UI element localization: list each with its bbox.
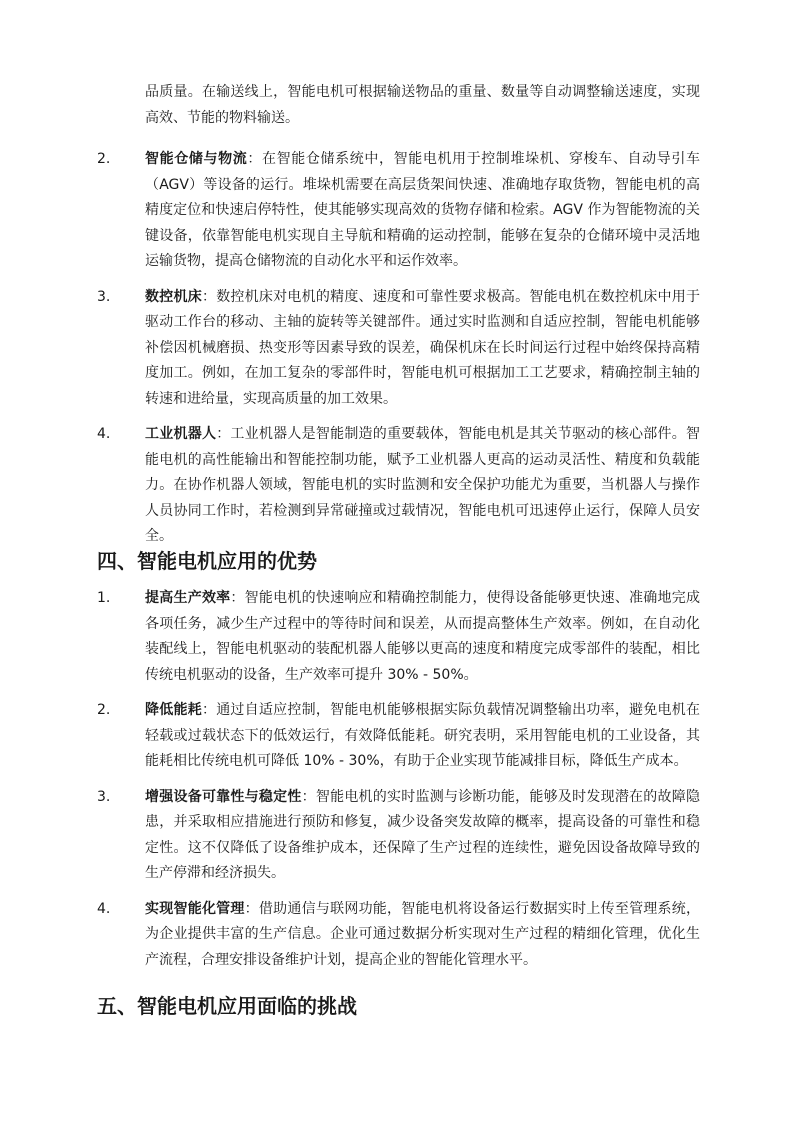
- item-number: 3.: [97, 788, 111, 805]
- item-title: 智能仓储与物流: [145, 151, 248, 167]
- item-number: 3.: [97, 288, 111, 305]
- item-title: 提高生产效率: [145, 590, 231, 606]
- item-title: 实现智能化管理: [145, 900, 245, 917]
- item-number: 4.: [97, 900, 111, 917]
- list-item: [0, 586, 794, 688]
- item-number: 2.: [97, 151, 111, 167]
- item-text: ：数控机床对电机的精度、速度和可靠性要求极高。智能电机在数控机床中用于驱动工作台的移动、主轴的旋转等关键部件。通过实时监测和自适应控制，智能电机能够补偿因机械磨损、热变形等因素导致的误差，确保机床在长时间运行过程中始终保持高精度加工。例如，在加工复杂的零部件时，智能电机可根据加工工艺要求，精确控制主轴的转速和进给量，实现高质量的加工效果。: [145, 288, 701, 407]
- item-number: 2.: [97, 702, 111, 718]
- item-body: [145, 147, 700, 275]
- list-item: [0, 285, 794, 413]
- item-number: 4.: [97, 426, 111, 442]
- item-body: [145, 285, 700, 413]
- list-item: [0, 897, 794, 974]
- item-body: [145, 897, 700, 974]
- item-text: ：智能电机的实时监测与诊断功能，能够及时发现潜在的故障隐患，并采取相应措施进行预防和修复，减少设备突发故障的概率，提高设备的可靠性和稳定性。这不仅降低了设备维护成本，还保障了生产过程的连续性，避免因设备故障导致的生产停滞和经济损失。: [145, 788, 701, 881]
- section-heading-challenges: 五、智能电机应用面临的挑战: [97, 994, 357, 1018]
- item-body: [145, 785, 700, 887]
- intro-paragraph: 品质量。在输送线上，智能电机可根据输送物品的重量、数量等自动调整输送速度，实现高效、节能的物料输送。: [145, 84, 700, 126]
- item-text: ：在智能仓储系统中，智能电机用于控制堆垛机、穿梭车、自动导引车（AGV）等设备的运行。堆垛机需要在高层货架间快速、准确地存取货物，智能电机的高精度定位和快速启停特性，使其能够实现高效的货物存储和检索。AGV 作为智能物流的关键设备，依靠智能电机实现自主导航和精确的运动控制，能够在复杂的仓储环境中灵活地运输货物，提高仓储物流的自动化水平和运作效率。: [145, 151, 701, 269]
- list-item: [0, 785, 794, 887]
- item-title: 工业机器人: [145, 426, 217, 442]
- item-title: 增强设备可靠性与稳定性: [145, 788, 302, 805]
- list-item: [0, 422, 794, 550]
- list-item: [0, 698, 794, 775]
- item-text: ：工业机器人是智能制造的重要载体，智能电机是其关节驱动的核心部件。智能电机的高性能输出和智能控制功能，赋予工业机器人更高的运动灵活性、精度和负载能力。在协作机器人领域，智能电机的实时监测和安全保护功能尤为重要，当机器人与操作人员协同工作时，若检测到异常碰撞或过载情况，智能电机可迅速停止运行，保障人员安全。: [145, 426, 701, 544]
- item-text: ：智能电机的快速响应和精确控制能力，使得设备能够更快速、准确地完成各项任务，减少生产过程中的等待时间和误差，从而提高整体生产效率。例如，在自动化装配线上，智能电机驱动的装配机器人能够以更高的速度和精度完成零部件的装配，相比传统电机驱动的设备，生产效率可提升 30% - 50%。: [145, 590, 700, 683]
- item-text: ：借助通信与联网功能，智能电机将设备运行数据实时上传至管理系统，为企业提供丰富的生产信息。企业可通过数据分析实现对生产过程的精细化管理，优化生产流程，合理安排设备维护计划，提高企业的智能化管理水平。: [145, 900, 701, 968]
- item-title: 数控机床: [145, 288, 202, 305]
- advantages-list: [0, 586, 794, 973]
- item-number: 1.: [97, 590, 111, 606]
- item-body: [145, 422, 700, 550]
- item-title: 降低能耗: [145, 702, 202, 718]
- item-body: [145, 698, 700, 775]
- item-body: [145, 586, 700, 688]
- list-item: [0, 147, 794, 275]
- section-heading-advantages: 四、智能电机应用的优势: [97, 549, 317, 573]
- item-text: ：通过自适应控制，智能电机能够根据实际负载情况调整输出功率，避免电机在轻载或过载状态下的低效运行，有效降低能耗。研究表明，采用智能电机的工业设备，其能耗相比传统电机可降低 10% - 30%，有助于企业实现节能减排目标，降低生产成本。: [145, 702, 701, 769]
- application-list: [0, 147, 794, 550]
